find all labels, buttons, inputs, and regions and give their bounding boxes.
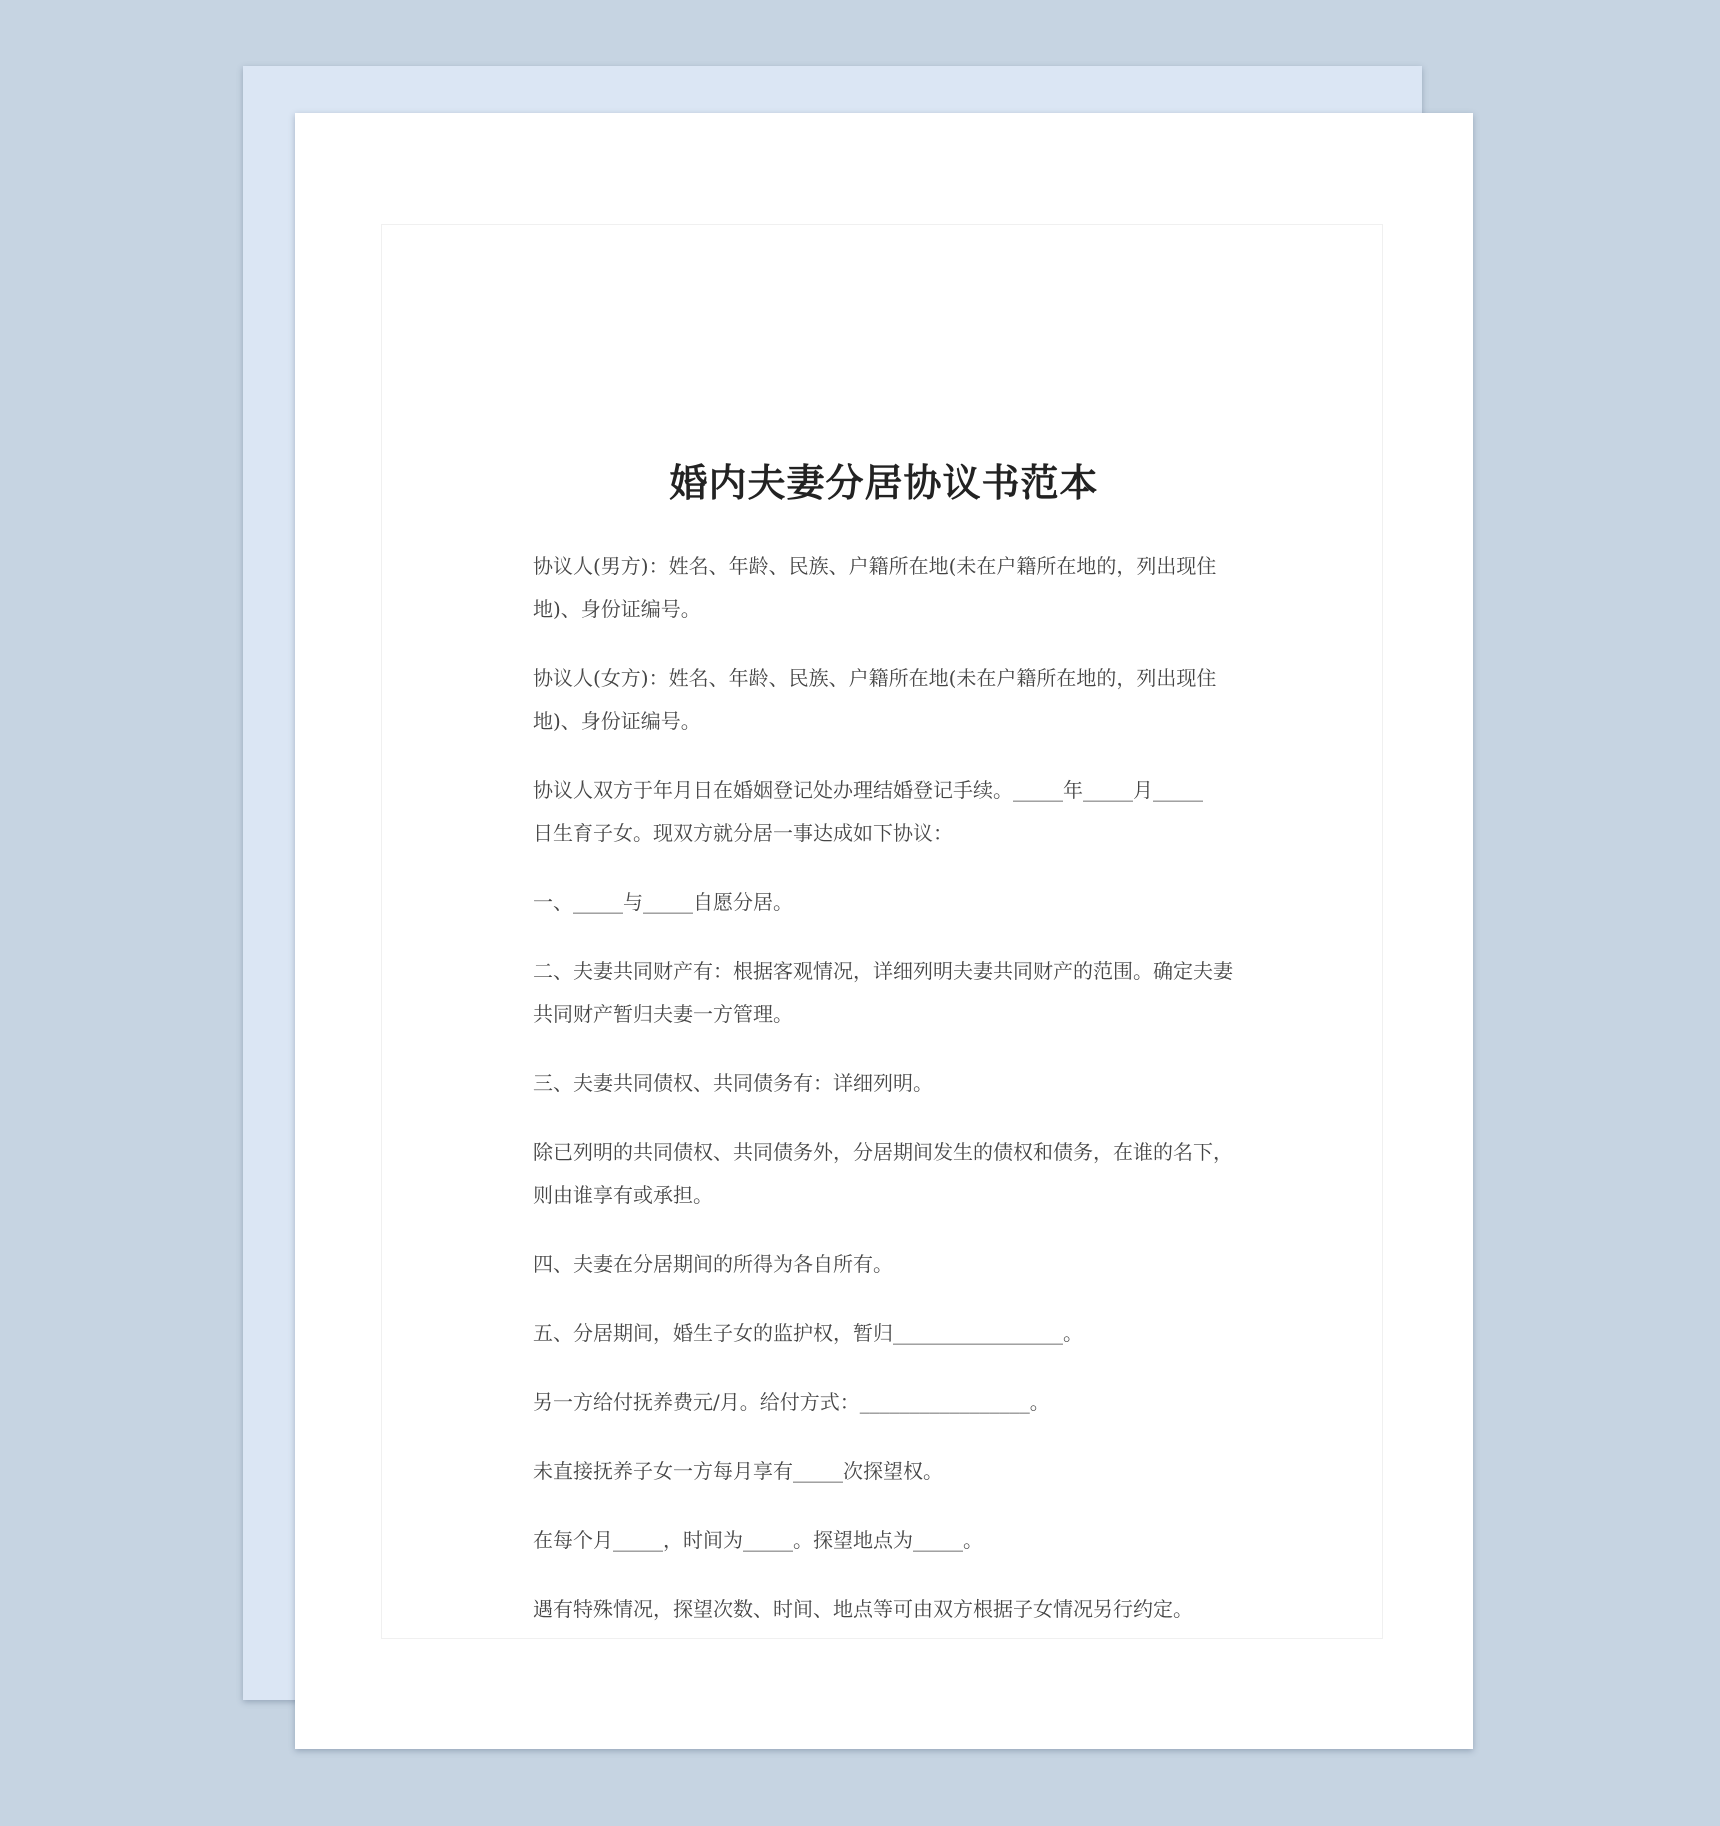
paragraph <box>533 769 1253 855</box>
paragraph <box>533 1588 1253 1631</box>
paragraph <box>533 1312 1253 1355</box>
document-body <box>533 545 1253 1657</box>
paragraph-line: 未直接抚养子女一方每月享有_____次探望权。 <box>533 1459 943 1483</box>
paragraph-line: 除已列明的共同债权、共同债务外，分居期间发生的债权和债务，在谁的名下， <box>533 1140 1233 1164</box>
paragraph <box>533 1131 1253 1217</box>
document-page <box>295 113 1473 1749</box>
paragraph-line: 二、夫妻共同财产有：根据客观情况，详细列明夫妻共同财产的范围。确定夫妻 <box>533 959 1233 983</box>
paragraph-line: 地)、身份证编号。 <box>533 597 701 621</box>
paragraph-line: 协议人(男方)：姓名、年龄、民族、户籍所在地(未在户籍所在地的，列出现住 <box>533 554 1217 578</box>
paragraph-line: 三、夫妻共同债权、共同债务有：详细列明。 <box>533 1071 933 1095</box>
paragraph <box>533 881 1253 924</box>
paragraph <box>533 545 1253 631</box>
paragraph <box>533 1450 1253 1493</box>
paragraph <box>533 950 1253 1036</box>
paragraph-line: 在每个月_____，时间为_____。探望地点为_____。 <box>533 1528 983 1552</box>
paragraph-line: 五、分居期间，婚生子女的监护权，暂归_________________。 <box>533 1321 1083 1345</box>
paragraph <box>533 1062 1253 1105</box>
paragraph-line: 地)、身份证编号。 <box>533 709 701 733</box>
paragraph-line: 则由谁享有或承担。 <box>533 1183 713 1207</box>
paragraph-line: 另一方给付抚养费元/月。给付方式：_________________。 <box>533 1390 1050 1414</box>
paragraph-line: 四、夫妻在分居期间的所得为各自所有。 <box>533 1252 893 1276</box>
paragraph-line: 协议人双方于年月日在婚姻登记处办理结婚登记手续。_____年_____月_____ <box>533 778 1203 802</box>
paragraph-line: 遇有特殊情况，探望次数、时间、地点等可由双方根据子女情况另行约定。 <box>533 1597 1193 1621</box>
paragraph <box>533 657 1253 743</box>
paragraph <box>533 1381 1253 1424</box>
document-title: 婚内夫妻分居协议书范本 <box>669 460 1099 505</box>
paragraph-line: 一、_____与_____自愿分居。 <box>533 890 793 914</box>
paragraph-line: 日生育子女。现双方就分居一事达成如下协议： <box>533 821 953 845</box>
paragraph-line: 协议人(女方)：姓名、年龄、民族、户籍所在地(未在户籍所在地的，列出现住 <box>533 666 1217 690</box>
paragraph-line: 共同财产暂归夫妻一方管理。 <box>533 1002 793 1026</box>
paragraph <box>533 1519 1253 1562</box>
paragraph <box>533 1243 1253 1286</box>
